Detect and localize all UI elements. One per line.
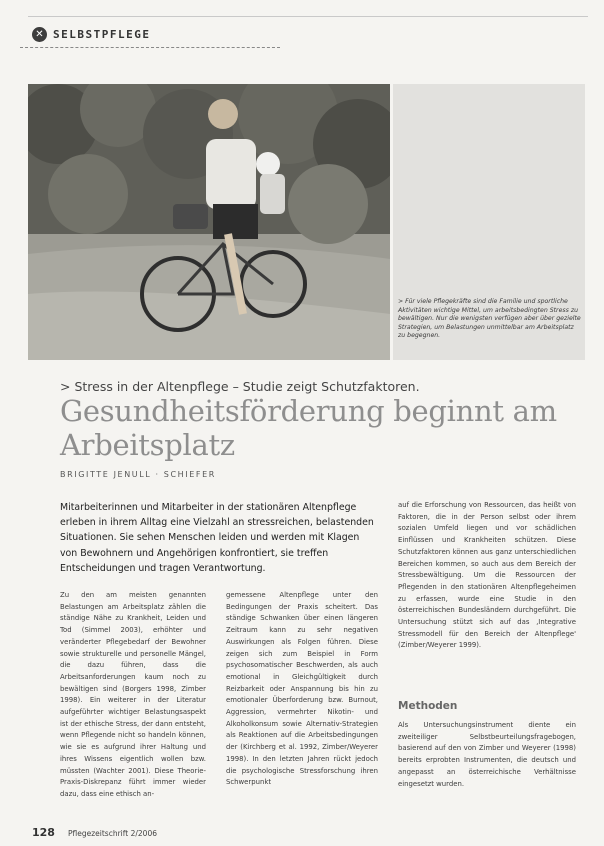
section-heading-methods: Methoden bbox=[398, 700, 458, 712]
article-title: Gesundheitsförderung beginnt am Arbeitsplatz bbox=[60, 394, 557, 462]
journal-name: Pflegezeitschrift 2/2006 bbox=[68, 829, 157, 838]
body-column-1: Zu den am meisten genannten Belastungen am Arbeitsplatz zählen die ständige Nähe zu Krankheit, Leiden und Tod (Simmel 2003), erhöhter und veränderter Pflegebedarf der Bewohner sowie strukturelle und personelle Mängel, die dazu führen, dass die Arbeitsanforderungen kaum noch zu bewältigen sind (Borgers 1998, Zimber 1998). Ein weiterer in der Literatur aufgeführter wichtiger Belastungsaspekt ist der ethische Stress, der dann entsteht, wenn Pflegende nicht so handeln können, wie sie es aufgrund ihrer Haltung und ihres Wissens eigentlich wollen bzw. müssten (Wachter 2001). Diese Theorie-Praxis-Diskrepanz führt immer wieder dazu, dass eine ethisch an- bbox=[60, 591, 206, 798]
section-header bbox=[32, 27, 150, 42]
body-column-3: auf die Erforschung von Ressourcen, das heißt von Faktoren, die in der Person selbst oder ihrem sozialen Umfeld liegen und vor schädlichen Einflüssen und Krankheiten schützen. Diese Schutzfaktoren können aus ganz unterschiedlichen Bereichen kommen, so auch aus dem Bereich der Stressbewältigung. Um die Ressourcen der Pflegenden in den stationären Altenpflegeheimen zu erfassen, wurde eine Studie in den österreichischen Bundesländern durchgeführt. Die Untersuchung stützt sich auf das ‚Integrative Stressmodell für den Bereich der Altenpflege' (Zimber/Weyerer 1999). bbox=[398, 501, 576, 650]
cycling-photo bbox=[28, 84, 390, 360]
top-rule bbox=[28, 16, 588, 17]
x-circle-icon: ✕ bbox=[32, 27, 47, 42]
photo-caption: > Für viele Pflegekräfte sind die Familie und sportliche Aktivitäten wichtige Mittel, um arbeitsbedingten Stress zu bewältigen. Nur die wenigsten verfügen aber über gezielte Strategien, um Belastungen unmittelbar am Arbeitsplatz zu begegnen. bbox=[398, 298, 581, 340]
article-kicker: > Stress in der Altenpflege – Studie zeigt Schutzfaktoren. bbox=[60, 379, 420, 394]
article-authors: BRIGITTE JENULL · SCHIEFER bbox=[60, 470, 216, 479]
article-lead: Mitarbeiterinnen und Mitarbeiter in der stationären Altenpflege erleben in ihrem Alltag eine Vielzahl an stressreichen, belastenden Situationen. Sie sehen Menschen leiden und werden mit Klagen von Bewohnern und Angehörigen konfrontiert, sie treffen Entscheidungen und tragen Verantwortung. bbox=[60, 502, 374, 574]
body-column-3-continued: Als Untersuchungsinstrument diente ein zweiteiliger Selbstbeurteilungsfragebogen, basierend auf den von Zimber und Weyerer (1998) bereits erprobten Instrumenten, die deutsch und angepasst an österreichische Verhältnisse eingesetzt wurden. bbox=[398, 721, 576, 788]
section-title: SELBSTPFLEGE bbox=[53, 28, 151, 41]
header-divider bbox=[20, 47, 280, 48]
body-column-2: gemessene Altenpflege unter den Bedingungen der Praxis scheitert. Das ständige Schwanken über einen längeren Zeitraum kann zu sehr negativen Auswirkungen als Folgen führen. Diese zeigen sich zum Beispiel in Form psychosomatischer Beschwerden, als auch emotional in Gleichgültigkeit durch Reizbarkeit oder Anspannung bis hin zu emotionaler Überforderung bzw. Burnout, Aggression, vermehrter Nikotin- und Alkoholkonsum sowie Alternativ-Strategien als Reaktionen auf die Arbeitsbedingungen der (Kirchberg et al. 1992, Zimber/Weyerer 1998). In den letzten Jahren rückt jedoch die psychologische Stressforschung ihren Schwerpunkt bbox=[226, 591, 378, 787]
page-number: 128 bbox=[32, 826, 55, 839]
photo-illustration bbox=[28, 84, 390, 360]
